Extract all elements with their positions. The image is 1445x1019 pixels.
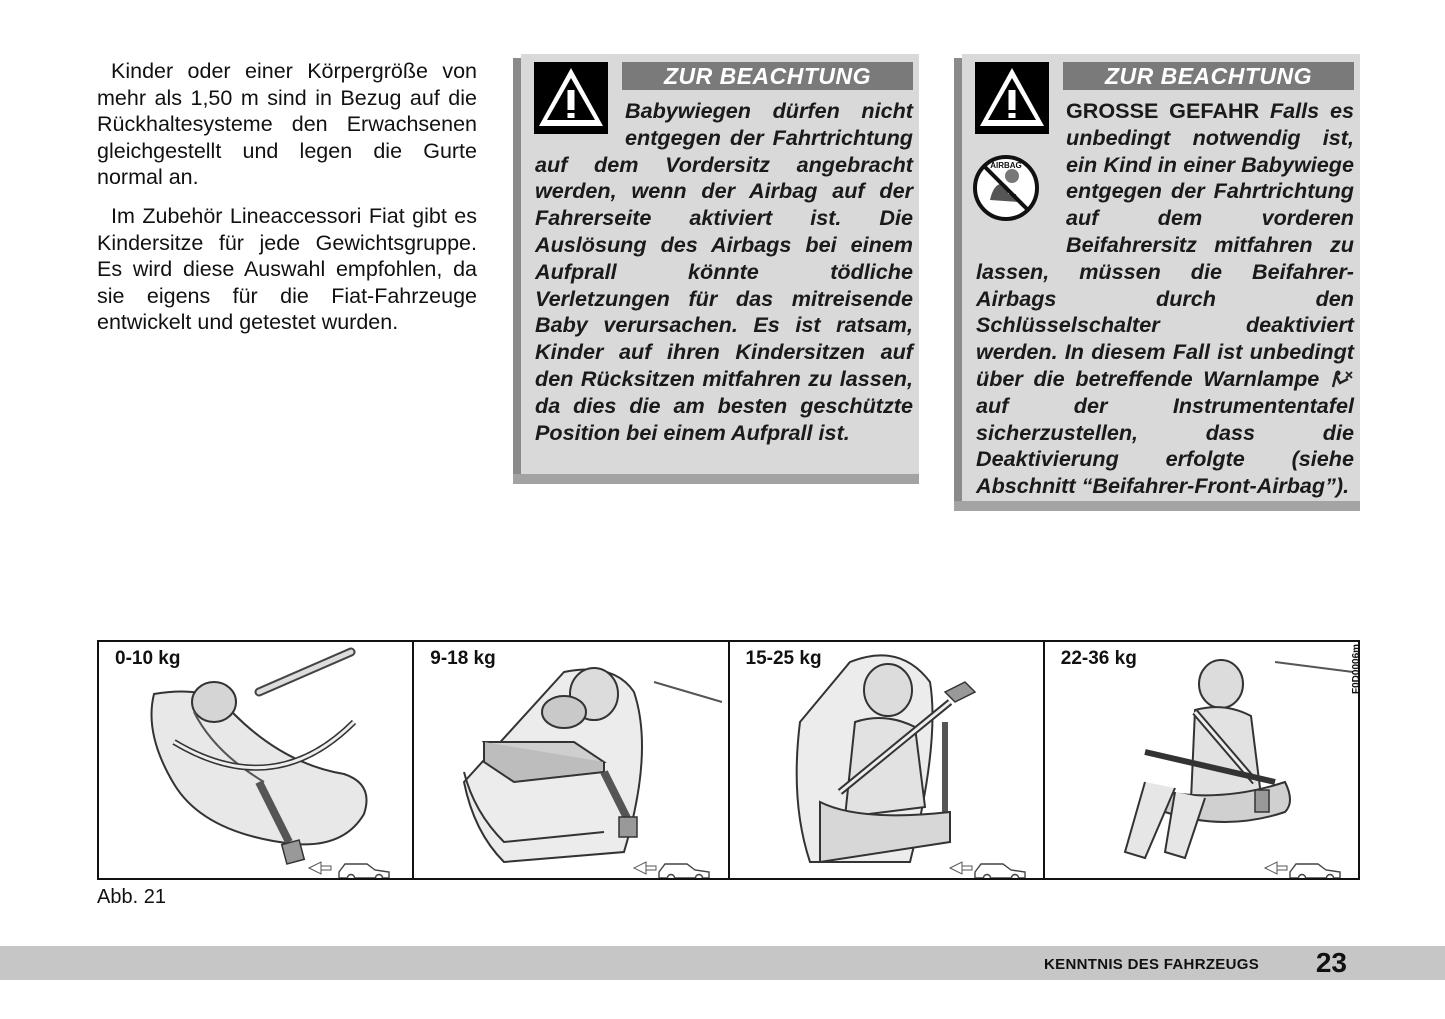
car-direction-icon (950, 862, 1025, 878)
car-direction-icon (309, 862, 389, 878)
car-direction-icon (634, 862, 709, 878)
weight-group-label: 0-10 kg (115, 648, 181, 669)
intro-paragraph-1: Kinder oder einer Körpergröße von mehr als 1,50 m sind in Bezug auf die Rückhaltesysteme den Erwachsenen gleichgestellt und legen die Gurte normal an. (97, 59, 477, 190)
warning-body: Falls es unbedingt notwendig ist, ein Kind in einer Babywiege entgegen der Fahrtrichtung auf dem vorderen Beifahrersitz mitfahren zu lassen, müssen die Beifahrer-Airbags durch den Schlüsselschalter deaktiviert werden. In diesem Fall ist unbedingt über die betreffende Warnlampe (976, 98, 1354, 391)
warning-body: auf der Instrumententafel sicherzustellen, dass die Deaktivierung erfolgte (siehe Abschnitt “Beifahrer-Front-Airbag”). (976, 392, 1354, 499)
warning-box-2 (962, 54, 1360, 501)
child-seat-with-shield-illustration (414, 642, 724, 878)
warning-body: Babywiegen dürfen nicht entgegen der Fahrtrichtung auf dem Vordersitz angebracht werden, wenn der Airbag auf der Fahrerseite aktiviert ist. Die Auslösung des Airbags bei einem Aufprall könnte tödliche Verletzungen für das mitreisende Baby verursachen. Es ist ratsam, Kinder auf ihren Kindersitzen auf den Rücksitzen mitfahren zu lassen, da dies die am besten geschützte Position bei einem Aufprall ist. (535, 98, 913, 445)
figure-panel-group-2 (730, 642, 1045, 878)
weight-group-label: 15-25 kg (745, 648, 822, 669)
warning-box-1 (521, 54, 919, 474)
footer-section-title: KENNTNIS DES FAHRZEUGS (1044, 956, 1259, 973)
figure-panel-group-1 (414, 642, 729, 878)
warning-text (976, 98, 1354, 500)
weight-group-label: 9-18 kg (430, 648, 496, 669)
booster-seat-with-backrest-illustration (730, 642, 1040, 878)
weight-group-label: 22-36 kg (1060, 648, 1137, 669)
box-shadow (954, 58, 962, 501)
intro-paragraph-2: Im Zubehör Lineaccessori Fiat gibt es Kindersitze für jede Gewichtsgruppe. Es wird diese Auswahl empfohlen, da sie eigens für die Fiat-Fahrzeuge entwickelt und getestet wurden. (97, 203, 477, 335)
child-seat-figure (97, 640, 1360, 880)
airbag-warning-lamp-icon (1330, 369, 1354, 389)
intro-text (97, 58, 477, 348)
box-shadow (513, 58, 521, 474)
infant-carrier-illustration (99, 642, 409, 878)
box-shadow (954, 501, 1360, 511)
warning-title: ZUR BEACHTUNG (1063, 62, 1354, 90)
page-number: 23 (1315, 947, 1347, 978)
footer-bar (0, 946, 1445, 980)
svg-text:AIRBAG: AIRBAG (990, 161, 1022, 170)
warning-title: ZUR BEACHTUNG (622, 62, 913, 90)
booster-cushion-illustration (1045, 642, 1355, 878)
figure-panel-group-3 (1045, 642, 1358, 878)
car-direction-icon (1265, 862, 1340, 878)
figure-code: F0D0006m (1351, 643, 1362, 694)
warning-text (535, 98, 913, 446)
box-shadow (513, 474, 919, 484)
figure-panel-group-0 (99, 642, 414, 878)
figure-caption: Abb. 21 (97, 886, 166, 908)
warning-lead: GROSSE GEFAHR (1066, 98, 1260, 123)
